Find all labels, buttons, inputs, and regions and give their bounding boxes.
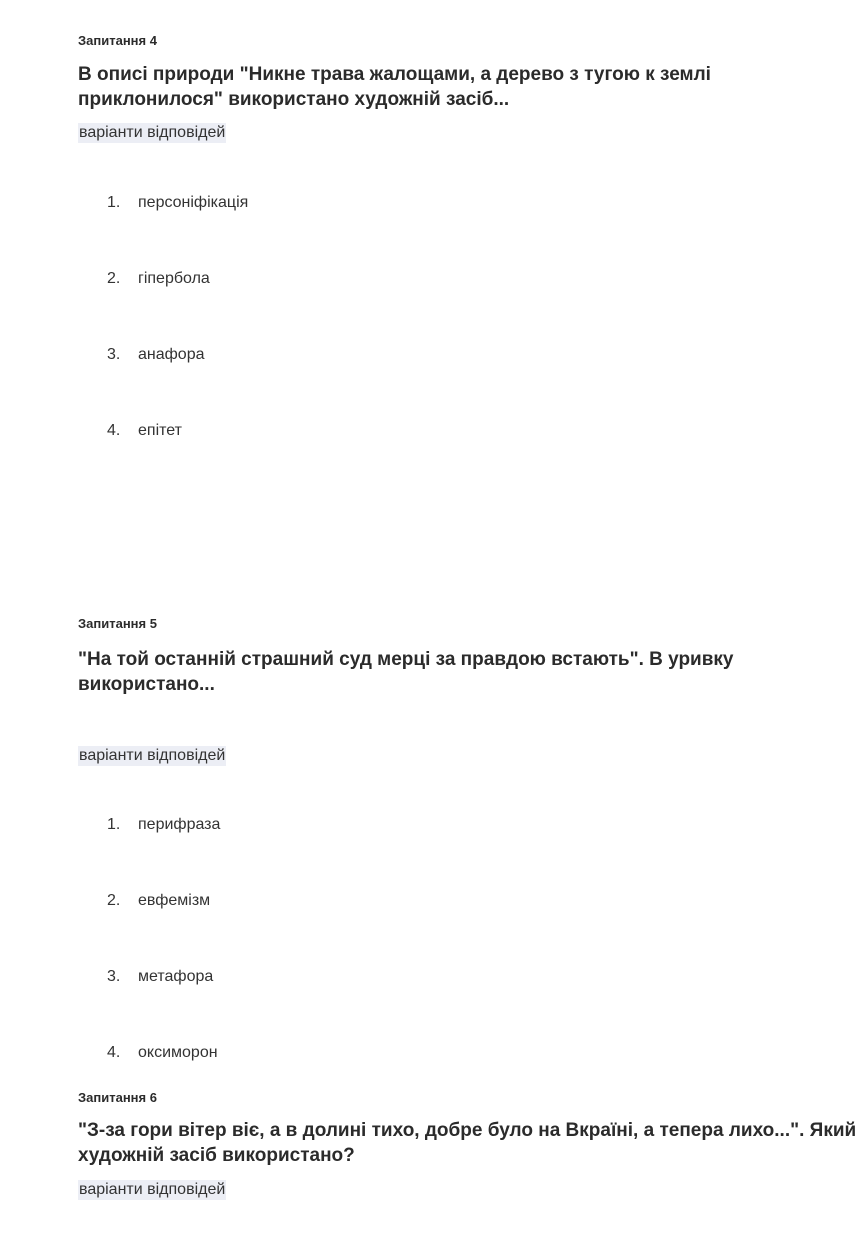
option-text: перифраза <box>138 816 221 833</box>
option-text: гіпербола <box>138 270 210 287</box>
question-5-option-4[interactable] <box>107 1043 218 1063</box>
question-6-text: "З-за гори вітер віє, а в долині тихо, добре було на Вкраїні, а тепера лихо...". Який художній засіб використано? <box>78 1120 857 1166</box>
option-number: 3. <box>107 968 121 985</box>
option-text: метафора <box>138 968 214 985</box>
option-number: 1. <box>107 194 121 211</box>
question-6-label: Запитання 6 <box>78 1090 157 1105</box>
option-text: персоніфікація <box>138 194 249 211</box>
question-4-option-2[interactable] <box>107 269 210 289</box>
question-4-option-1[interactable] <box>107 193 248 213</box>
question-4-variants-label: варіанти відповідей <box>79 124 226 141</box>
option-number: 4. <box>107 1044 121 1061</box>
question-5-option-2[interactable] <box>107 891 210 911</box>
question-5-text: "На той останній страшний суд мерці за правдою встають". В уривку використано... <box>78 649 734 695</box>
option-text: евфемізм <box>138 892 211 909</box>
option-number: 4. <box>107 422 121 439</box>
option-text: оксиморон <box>138 1044 218 1061</box>
question-6-variants-label: варіанти відповідей <box>79 1181 226 1198</box>
option-number: 3. <box>107 346 121 363</box>
question-4-option-4[interactable] <box>107 421 182 441</box>
option-number: 1. <box>107 816 121 833</box>
question-4-option-3[interactable] <box>107 345 205 365</box>
option-number: 2. <box>107 892 121 909</box>
question-4-label: Запитання 4 <box>78 33 157 48</box>
question-4-text: В описі природи "Никне трава жалощами, а дерево з тугою к землі приклонилося" використано художній засіб... <box>78 64 711 110</box>
option-number: 2. <box>107 270 121 287</box>
question-5-option-3[interactable] <box>107 967 213 987</box>
option-text: епітет <box>138 422 182 439</box>
option-text: анафора <box>138 346 205 363</box>
question-5-variants-label: варіанти відповідей <box>79 747 226 764</box>
question-5-option-1[interactable] <box>107 815 220 835</box>
question-5-label: Запитання 5 <box>78 616 157 631</box>
